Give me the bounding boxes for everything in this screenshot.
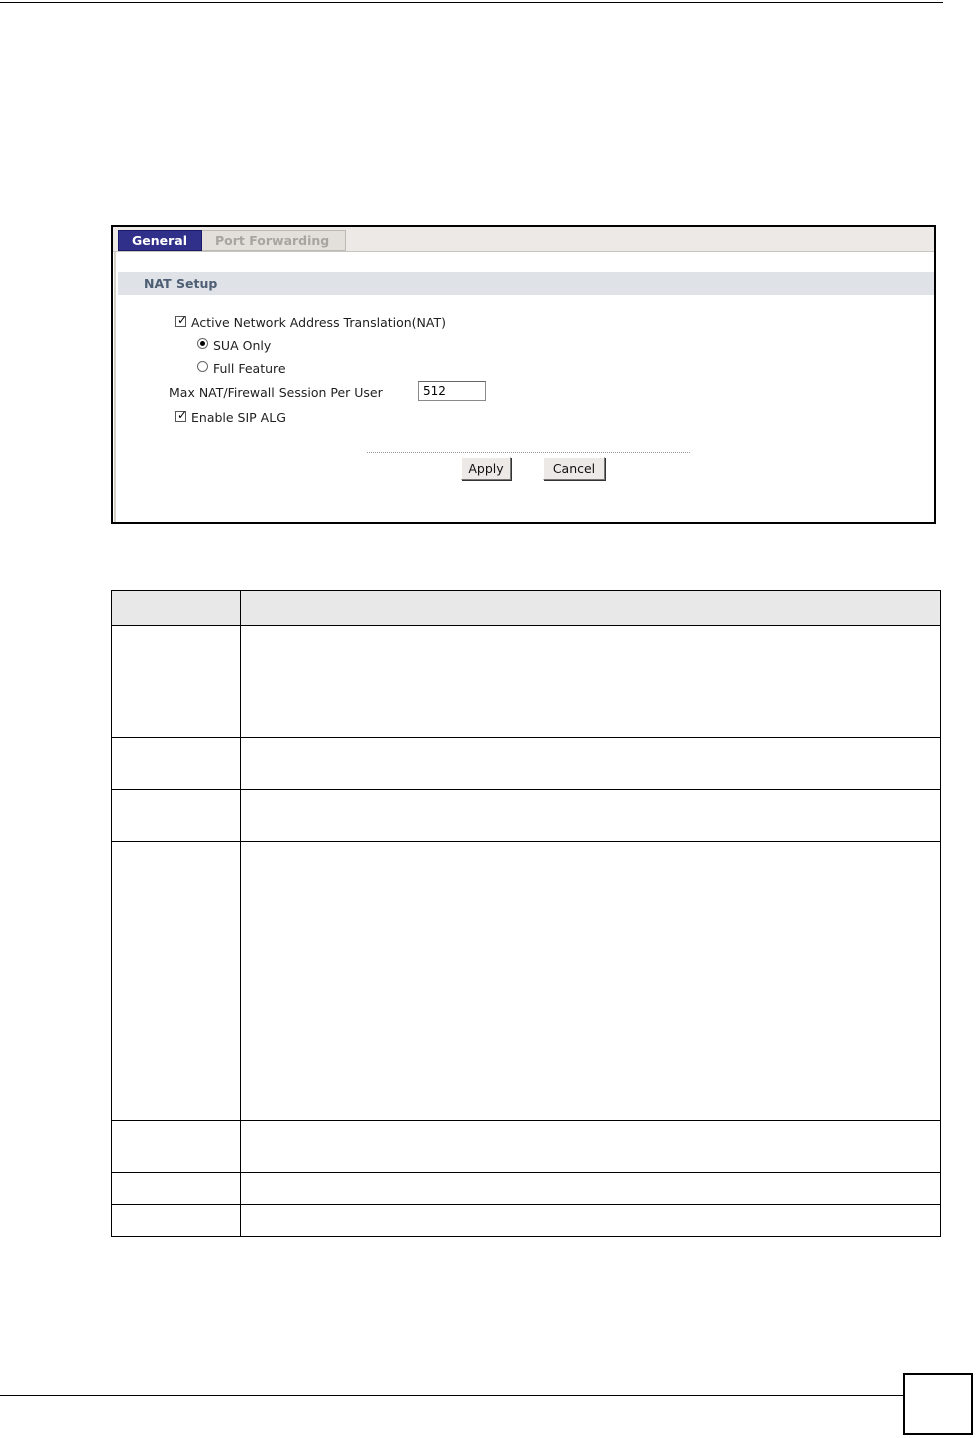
full-feature-label: Full Feature: [213, 361, 286, 376]
table-row: [112, 738, 941, 790]
label-cell: [112, 1121, 241, 1173]
tab-bar: [113, 227, 934, 252]
page-number-box: [903, 1373, 973, 1435]
max-session-input[interactable]: [418, 381, 486, 401]
label-cell: [112, 626, 241, 738]
table-row: [112, 626, 941, 738]
table-row: [112, 1205, 941, 1237]
label-cell: [112, 1173, 241, 1205]
check-icon: ✓: [177, 313, 188, 327]
sip-alg-label: Enable SIP ALG: [191, 410, 286, 425]
tab-general[interactable]: General: [118, 230, 202, 251]
sua-only-radio[interactable]: [197, 338, 208, 349]
full-feature-radio[interactable]: [197, 361, 208, 372]
label-cell: [112, 842, 241, 1121]
max-session-label: Max NAT/Firewall Session Per User: [169, 385, 383, 400]
table-header-row: [112, 591, 941, 626]
header-rule: [0, 2, 943, 3]
label-cell: [112, 738, 241, 790]
nat-general-screen: [111, 225, 936, 524]
nat-checkbox[interactable]: [175, 313, 188, 327]
frame-edge: [114, 227, 116, 522]
section-title: NAT Setup: [144, 276, 218, 291]
label-cell: [112, 1205, 241, 1237]
sua-only-label: SUA Only: [213, 338, 272, 353]
table-row: [112, 790, 941, 842]
section-header: [118, 272, 934, 295]
description-cell: [241, 1121, 941, 1173]
cancel-button[interactable]: Cancel: [543, 457, 605, 480]
table-row: [112, 1121, 941, 1173]
description-cell: [241, 842, 941, 1121]
nat-checkbox-label: Active Network Address Translation(NAT): [191, 315, 446, 330]
description-cell: [241, 738, 941, 790]
header-label-cell: [112, 591, 241, 626]
sip-alg-checkbox[interactable]: [175, 408, 188, 422]
description-cell: [241, 1205, 941, 1237]
description-table: [111, 590, 941, 1237]
description-cell: [241, 790, 941, 842]
footer-rule: [0, 1395, 903, 1396]
table-row: [112, 1173, 941, 1205]
description-cell: [241, 1173, 941, 1205]
table-row: [112, 842, 941, 1121]
apply-button[interactable]: Apply: [461, 457, 511, 480]
radio-selected-dot: [200, 341, 205, 346]
label-cell: [112, 790, 241, 842]
description-cell: [241, 626, 941, 738]
button-divider: [367, 452, 690, 453]
check-icon: ✓: [177, 408, 188, 422]
tab-port-forwarding[interactable]: Port Forwarding: [202, 230, 346, 251]
header-description-cell: [241, 591, 941, 626]
